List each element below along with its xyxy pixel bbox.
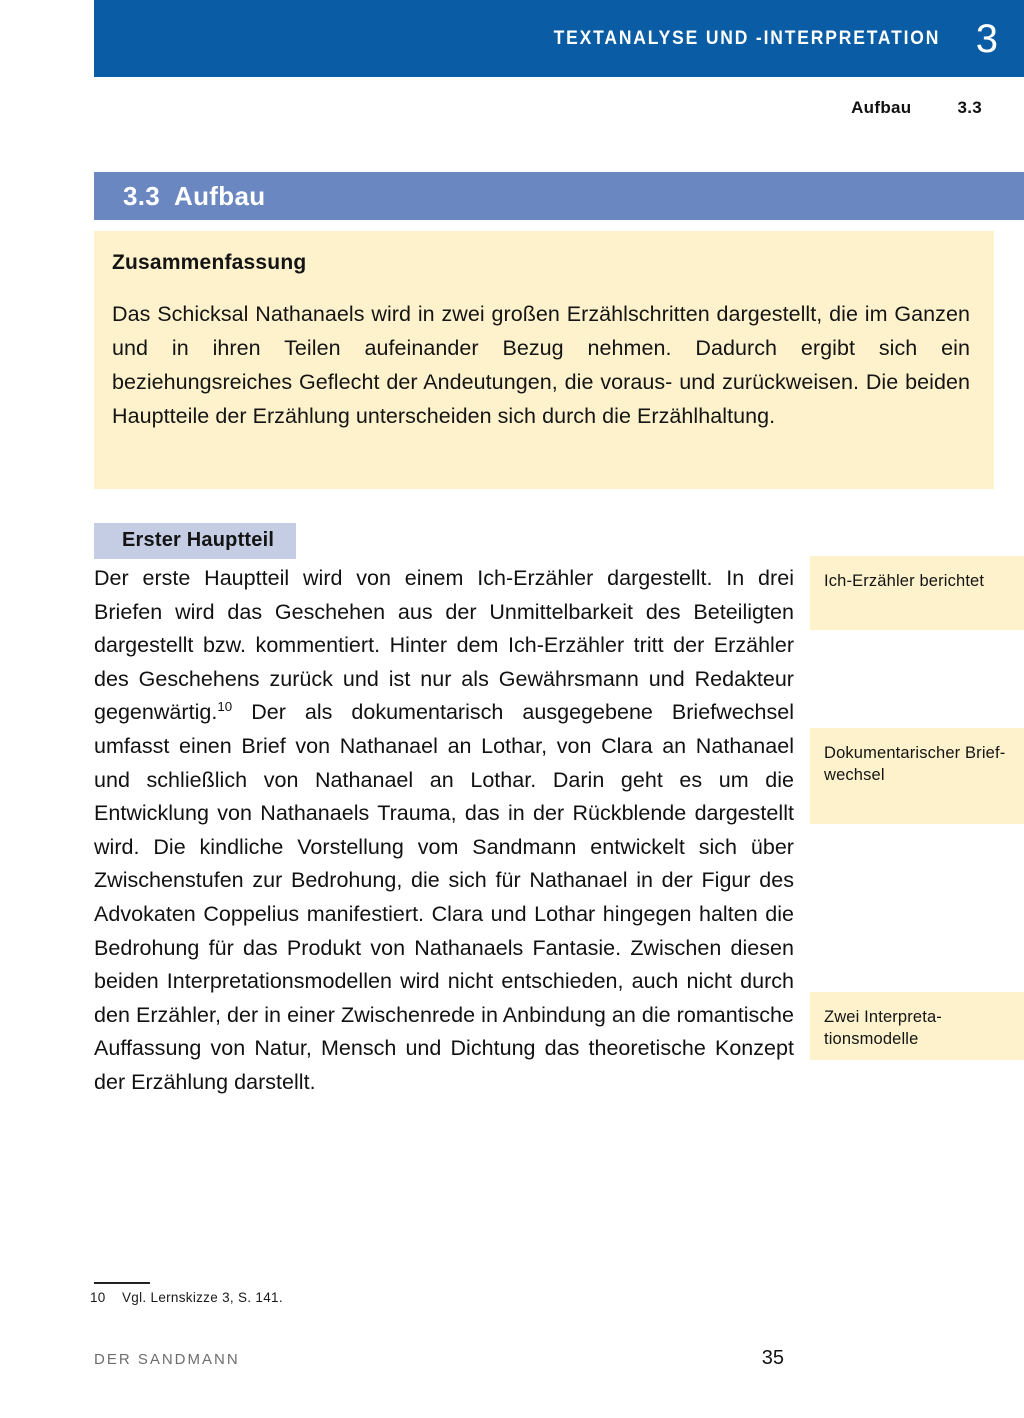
sub-running-head (851, 98, 982, 118)
footer-book-title: DER SANDMANN (94, 1351, 240, 1368)
main-body-column (94, 562, 794, 1100)
margin-note: Zwei Interpretationsmodelle (810, 992, 1024, 1060)
margin-note: Dokumentarischer Briefwechsel (810, 728, 1024, 824)
chapter-number: 3 (975, 16, 998, 61)
running-head-title: TEXTANALYSE UND -INTERPRETATION (553, 27, 940, 49)
body-text-before-footnote: Der erste Hauptteil wird von einem Ich-Erzähler dargestellt. In drei Briefen wird das Geschehen aus der Unmittelbarkeit des Beteiligten dargestellt bzw. kommentiert. Hinter dem Ich-Erzähler tritt der Erzähler des Geschehens zurück und ist nur als Gewährsmann und Redakteur gegenwärtig. (94, 566, 794, 725)
footnote-separator-rule (94, 1282, 150, 1284)
footnote-number: 10 (90, 1290, 106, 1305)
body-text-after-footnote: Der als dokumentarisch ausgegebene Briefwechsel umfasst einen Brief von Nathanael an Lothar, von Clara an Nathanael und schließlich von Nathanael an Lothar. Darin geht es um die Entwicklung von Nathanaels Trauma, das in der Rückblende dargestellt wird. Die kindliche Vorstellung vom Sandmann entwickelt sich über Zwischenstufen zur Bedrohung, die sich für Nathanael in der Figur des Advokaten Coppelius manifestiert. Clara und Lothar hingegen halten die Bedrohung für das Produkt von Nathanaels Fantasie. Zwischen diesen beiden Interpretationsmodellen wird nicht entschieden, auch nicht durch den Erzähler, der in einer Zwischenrede in Anbindung an die romantische Auffassung von Natur, Mensch und Dichtung das theoretische Konzept der Erzählung darstellt. (94, 700, 794, 1094)
body-paragraph (94, 562, 794, 1100)
section-number: 3.3 (123, 180, 161, 211)
page-footer (94, 1347, 784, 1370)
footnote-text: Vgl. Lernskizze 3, S. 141. (122, 1290, 283, 1305)
footer-page-number: 35 (761, 1347, 784, 1369)
summary-text: Das Schicksal Nathanaels wird in zwei großen Erzählschritten dargestellt, die im Ganzen und in ihren Teilen aufeinander Bezug nehmen. Dadurch ergibt sich ein beziehungsreiches Geflecht der Andeutungen, die voraus- und zurückweisen. Die beiden Hauptteile der Erzählung unterscheiden sich durch die Erzählhaltung. (112, 302, 970, 428)
sub-running-head-label: Aufbau (851, 98, 912, 117)
section-title: Aufbau (174, 180, 266, 211)
footnote-marker: 10 (217, 699, 233, 715)
running-head-band (94, 0, 1024, 77)
section-title-band (94, 172, 1024, 220)
part-label-erster-hauptteil: Erster Hauptteil (94, 523, 296, 559)
margin-note: Ich-Erzähler berichtet (810, 556, 1024, 630)
summary-heading: Zusammenfassung (112, 251, 307, 274)
footnote (90, 1290, 283, 1305)
summary-box (94, 231, 994, 489)
sub-running-head-number: 3.3 (957, 98, 982, 117)
